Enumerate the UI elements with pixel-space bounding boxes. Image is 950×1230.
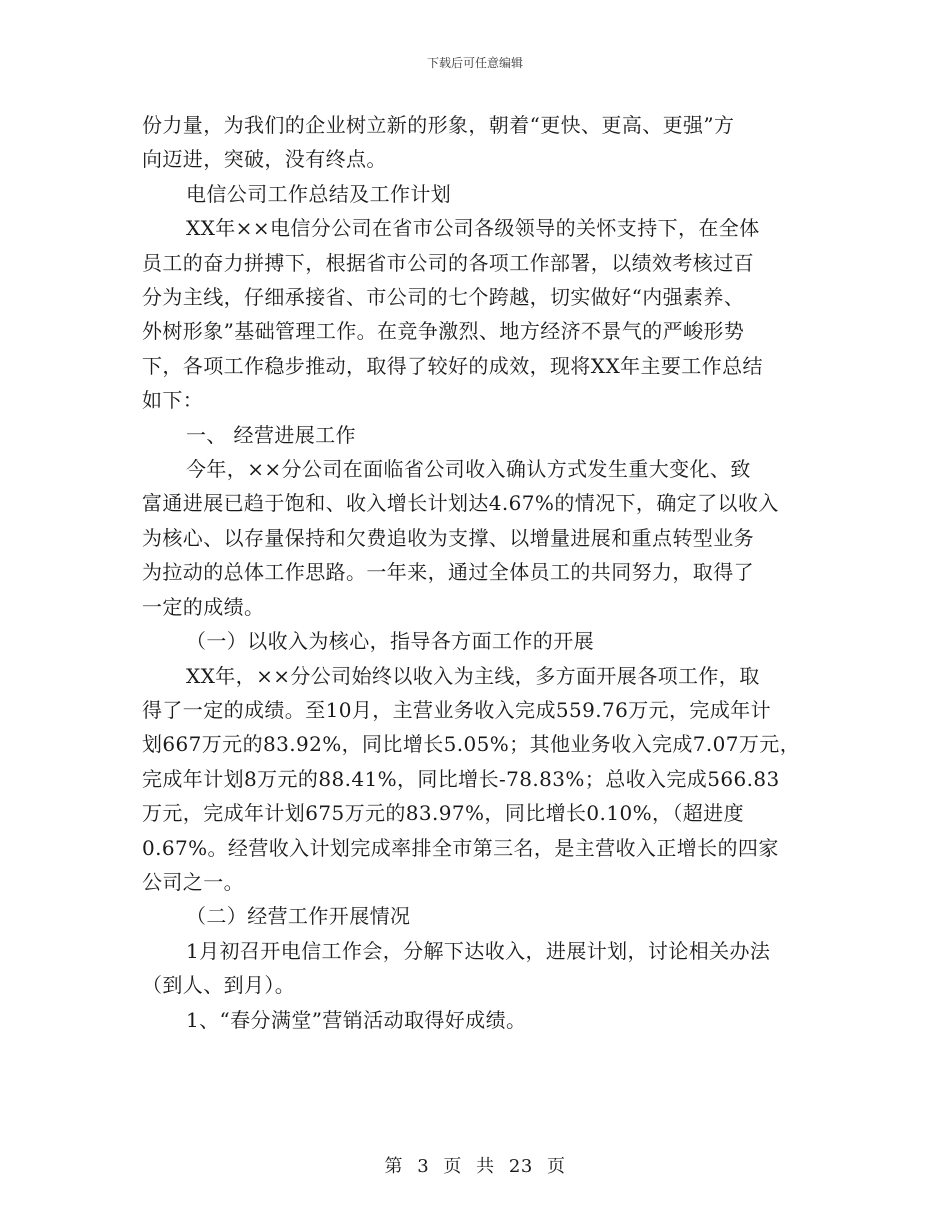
text-line: 完成年计划8万元的88.41%，同比增长-78.83%；总收入完成566.83 — [142, 766, 780, 791]
footer-suffix: 页 — [547, 1156, 566, 1177]
text-line: （到人、到月）。 — [142, 973, 296, 998]
text-line: 公司之一。 — [142, 869, 244, 894]
text-line: 0.67%。经营收入计划完成率排全市第三名，是主营收入正增长的四家 — [142, 835, 779, 860]
page-header-note: 下载后可任意编辑 — [426, 56, 523, 70]
text-line: 外树形象”基础管理工作。在竞争激烈、地方经济不景气的严峻形势 — [142, 319, 745, 344]
text-line: 划667万元的83.92%，同比增长5.05%；其他业务收入完成7.07万元， — [142, 732, 801, 757]
text-line: 份力量，为我们的企业树立新的形象，朝着“更快、更高、更强”方 — [142, 113, 735, 137]
heading-line: （二）经营工作开展情况 — [186, 904, 411, 929]
footer-prefix: 第 — [384, 1156, 403, 1177]
text-line: 为核心、以存量保持和欠费追收为支撑、以增量进展和重点转型业务 — [142, 525, 754, 550]
text-line: 得了一定的成绩。至10月，主营业务收入完成559.76万元，完成年计 — [142, 697, 772, 722]
text-line: 今年，××分公司在面临省公司收入确认方式发生重大变化、致 — [186, 457, 751, 482]
current-page-number: 3 — [417, 1156, 430, 1177]
text-line: 1月初召开电信工作会，分解下达收入，进展计划，讨论相关办法 — [186, 938, 771, 963]
section-title: 电信公司工作总结及工作计划 — [186, 181, 452, 206]
text-line: 向迈进，突破，没有终点。 — [142, 147, 387, 172]
text-line: 下，各项工作稳步推动，取得了较好的成效，现将XX年主要工作总结 — [142, 353, 763, 378]
heading-line: （一）以收入为核心，指导各方面工作的开展 — [186, 629, 594, 654]
document-body — [142, 108, 814, 1037]
footer-total-word: 共 — [476, 1156, 495, 1177]
text-line: 为拉动的总体工作思路。一年来，通过全体员工的共同努力，取得了 — [142, 560, 754, 585]
text-line: 万元，完成年计划675万元的83.97%，同比增长0.10%，（超进度 — [142, 801, 744, 826]
text-line: 一定的成绩。 — [142, 594, 265, 619]
text-line: XX年，××分公司始终以收入为主线，多方面开展各项工作，取 — [186, 663, 760, 688]
text-line: 1、“春分满堂”营销活动取得好成绩。 — [186, 1007, 527, 1032]
page-number-footer — [0, 1152, 950, 1178]
footer-page-word: 页 — [443, 1156, 462, 1177]
text-line: 富通进展已趋于饱和、收入增长计划达4.67%的情况下，确定了以收入 — [142, 491, 779, 516]
text-line: XX年××电信分公司在省市公司各级领导的关怀支持下，在全体 — [186, 216, 760, 241]
text-line: 分为主线，仔细承接省、市公司的七个跨越，切实做好“内强素养、 — [142, 285, 745, 310]
text-line: 员工的奋力拼搏下，根据省市公司的各项工作部署，以绩效考核过百 — [142, 250, 754, 275]
total-page-number: 23 — [508, 1156, 533, 1177]
heading-line: 一、 经营进展工作 — [186, 422, 356, 447]
text-line: 如下： — [142, 388, 204, 413]
